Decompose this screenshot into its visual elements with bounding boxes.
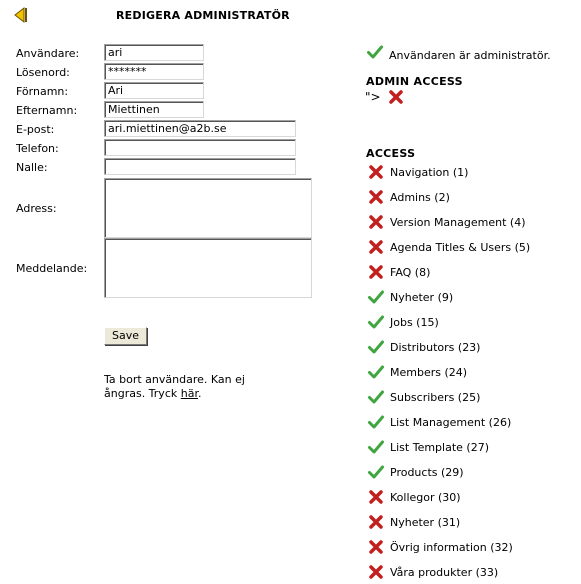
page-title: REDIGERA ADMINISTRATÖR (116, 9, 290, 22)
lastname-input[interactable]: Miettinen (104, 101, 204, 118)
admin-access-stray-text: "> (365, 90, 381, 104)
check-icon (368, 464, 384, 480)
access-item-label: Version Management (4) (390, 216, 526, 229)
check-icon (367, 44, 383, 60)
address-textarea[interactable] (104, 178, 312, 238)
cross-icon (388, 89, 404, 105)
access-item-label: Nyheter (9) (390, 291, 454, 304)
access-item-label: List Management (26) (390, 416, 512, 429)
cross-icon (368, 239, 384, 255)
email-input[interactable]: ari.miettinen@a2b.se (104, 120, 296, 137)
access-item-label: Distributors (23) (390, 341, 481, 354)
lastname-label: Efternamn: (16, 104, 78, 117)
access-item-label: Nyheter (31) (390, 516, 461, 529)
cross-icon (368, 539, 384, 555)
cross-icon (368, 214, 384, 230)
delete-user-link[interactable]: här (180, 387, 198, 400)
access-item-label: FAQ (8) (390, 266, 431, 279)
cross-icon (368, 514, 384, 530)
access-item-label: Agenda Titles & Users (5) (390, 241, 531, 254)
password-label: Lösenord: (16, 66, 70, 79)
cross-icon (368, 564, 384, 580)
cross-icon (368, 489, 384, 505)
access-item-label: Kollegor (30) (390, 491, 461, 504)
access-item-label: Subscribers (25) (390, 391, 481, 404)
access-item-label: Våra produkter (33) (390, 566, 499, 579)
back-arrow-icon[interactable] (12, 7, 32, 23)
admin-access-title: ADMIN ACCESS (366, 75, 463, 88)
access-item-label: Members (24) (390, 366, 468, 379)
username-input[interactable]: ari (104, 44, 204, 61)
email-label: E-post: (16, 123, 55, 136)
cross-icon (368, 264, 384, 280)
cross-icon (368, 189, 384, 205)
access-item-label: List Template (27) (390, 441, 489, 454)
access-item-label: Övrig information (32) (390, 541, 513, 554)
access-item-label: Navigation (1) (390, 166, 469, 179)
check-icon (368, 414, 384, 430)
firstname-input[interactable]: Ari (104, 82, 204, 99)
check-icon (368, 439, 384, 455)
access-item-label: Products (29) (390, 466, 464, 479)
message-label: Meddelande: (16, 262, 88, 275)
phone-input[interactable] (104, 139, 296, 156)
check-icon (368, 364, 384, 380)
cross-icon (368, 164, 384, 180)
username-label: Användare: (16, 47, 80, 60)
message-textarea[interactable] (104, 238, 312, 298)
access-item-label: Jobs (15) (390, 316, 439, 329)
nalle-label: Nalle: (16, 161, 48, 174)
phone-label: Telefon: (16, 142, 59, 155)
firstname-label: Förnamn: (16, 85, 69, 98)
check-icon (368, 339, 384, 355)
access-title: ACCESS (366, 147, 416, 160)
check-icon (368, 389, 384, 405)
save-button[interactable]: Save (104, 327, 147, 345)
check-icon (368, 314, 384, 330)
nalle-input[interactable] (104, 158, 296, 175)
address-label: Adress: (16, 202, 57, 215)
check-icon (368, 289, 384, 305)
admin-status-text: Användaren är administratör. (389, 49, 551, 62)
password-input[interactable]: ******* (104, 63, 204, 80)
delete-user-text: Ta bort användare. Kan ej ångras. Tryck här. (104, 373, 245, 400)
access-item-label: Admins (2) (390, 191, 450, 204)
